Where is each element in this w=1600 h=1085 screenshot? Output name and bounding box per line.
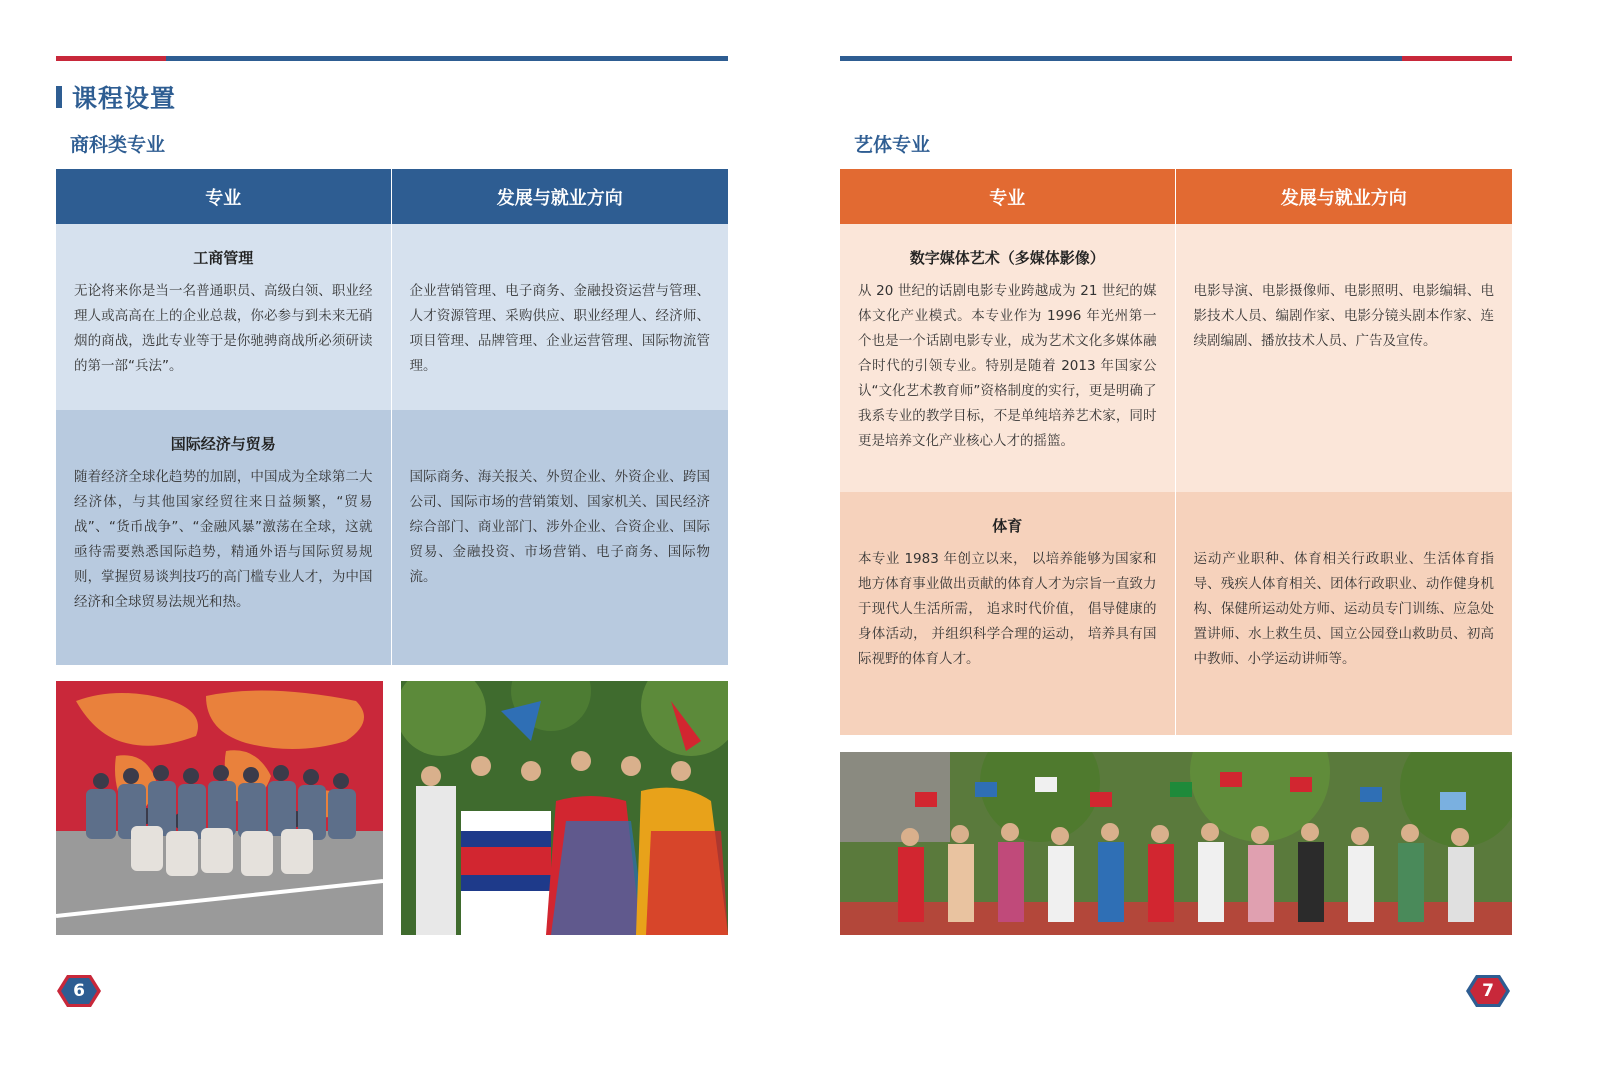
major-cell (840, 492, 1175, 735)
page-number-left (57, 975, 101, 1007)
page-number-text: 7 (1482, 981, 1494, 1001)
page-number-right (1466, 975, 1510, 1007)
header-directions: 发展与就业方向 (1175, 169, 1512, 224)
table-header-row (840, 169, 1512, 224)
table-row (840, 224, 1512, 492)
directions-cell (1175, 492, 1512, 735)
business-majors-table (56, 169, 728, 665)
major-cell (56, 410, 391, 665)
directions-cell (391, 410, 728, 665)
table-header-row (56, 169, 728, 224)
major-description: 从 20 世纪的话剧电影专业跨越成为 21 世纪的媒体文化产业模式。本专业作为 1996 年光州第一个也是一个话剧电影专业，成为艺术文化多媒体融合时代的引领专业。特别是随着 2013 年国家公认“文化艺术教育师”资格制度的实行，更是明确了我系专业的教学目标，不是单纯培养艺术家，同时更是培养文化产业核心人才的摇篮。 (858, 283, 1157, 449)
major-title: 体育 (992, 517, 1023, 535)
photo-flag-parade (840, 752, 1512, 935)
major-title: 国际经济与贸易 (170, 435, 276, 453)
section-title: 课程设置 (72, 84, 177, 113)
right-top-rule (840, 56, 1512, 61)
career-directions: 电影导演、电影摄像师、电影照明、电影编辑、电影技术人员、编剧作家、电影分镜头剧本作家、连续剧编剧、播放技术人员、广告及宣传。 (1193, 283, 1494, 349)
major-cell (840, 224, 1175, 492)
header-directions: 发展与就业方向 (391, 169, 728, 224)
table-row (56, 224, 728, 410)
major-description: 无论将来你是当一名普通职员、高级白领、职业经理人或高高在上的企业总裁，你必参与到未来无硝烟的商战，选此专业等于是你驰骋商战所必须研读的第一部“兵法”。 (74, 283, 373, 374)
table-row (840, 492, 1512, 735)
right-top-rule-blue (840, 56, 1402, 61)
career-directions: 国际商务、海关报关、外贸企业、外资企业、跨国公司、国际市场的营销策划、国家机关、国民经济综合部门、商业部门、涉外企业、合资企业、国际贸易、金融投资、市场营销、电子商务、国际物流。 (409, 469, 710, 585)
directions-cell (391, 224, 728, 410)
major-description: 随着经济全球化趋势的加剧，中国成为全球第二大经济体，与其他国家经贸往来日益频繁，“贸易战”、“货币战争”、“金融风暴”激荡在全球，这就亟待需要熟悉国际趋势，精通外语与国际贸易规则，掌握贸易谈判技巧的高门槛专业人才，为中国经济和全球贸易法规光和热。 (74, 469, 373, 610)
photo-students-world-map (56, 681, 383, 935)
right-subheading: 艺体专业 (854, 134, 931, 156)
major-cell (56, 224, 391, 410)
heading-marker (56, 86, 62, 108)
page-number-text: 6 (73, 981, 85, 1001)
table-row (56, 410, 728, 665)
directions-cell (1175, 224, 1512, 492)
career-directions: 运动产业职种、体育相关行政职业、生活体育指导、残疾人体育相关、团体行政职业、动作健身机构、保健所运动处方师、运动员专门训练、应急处置讲师、水上救生员、国立公园登山救助员、初高中教师、小学运动讲师等。 (1193, 551, 1494, 667)
major-title: 数字媒体艺术（多媒体影像） (909, 249, 1105, 267)
photo-cultural-parade (401, 681, 728, 935)
left-subheading: 商科类专业 (70, 134, 166, 156)
section-heading (56, 80, 176, 114)
career-directions: 企业营销管理、电子商务、金融投资运营与管理、人才资源管理、采购供应、职业经理人、经济师、项目管理、品牌管理、企业运营管理、国际物流管理。 (409, 283, 710, 374)
major-description: 本专业 1983 年创立以来， 以培养能够为国家和地方体育事业做出贡献的体育人才为宗旨一直致力于现代人生活所需， 追求时代价值， 倡导健康的身体活动， 并组织科学合理的运动， 培养具有国际视野的体育人才。 (858, 551, 1157, 667)
left-top-rule-red (56, 56, 166, 61)
header-major: 专业 (56, 169, 391, 224)
left-top-rule-blue (166, 56, 728, 61)
left-top-rule (56, 56, 728, 61)
art-sports-majors-table (840, 169, 1512, 735)
right-top-rule-red (1402, 56, 1512, 61)
major-title: 工商管理 (193, 249, 254, 267)
header-major: 专业 (840, 169, 1175, 224)
